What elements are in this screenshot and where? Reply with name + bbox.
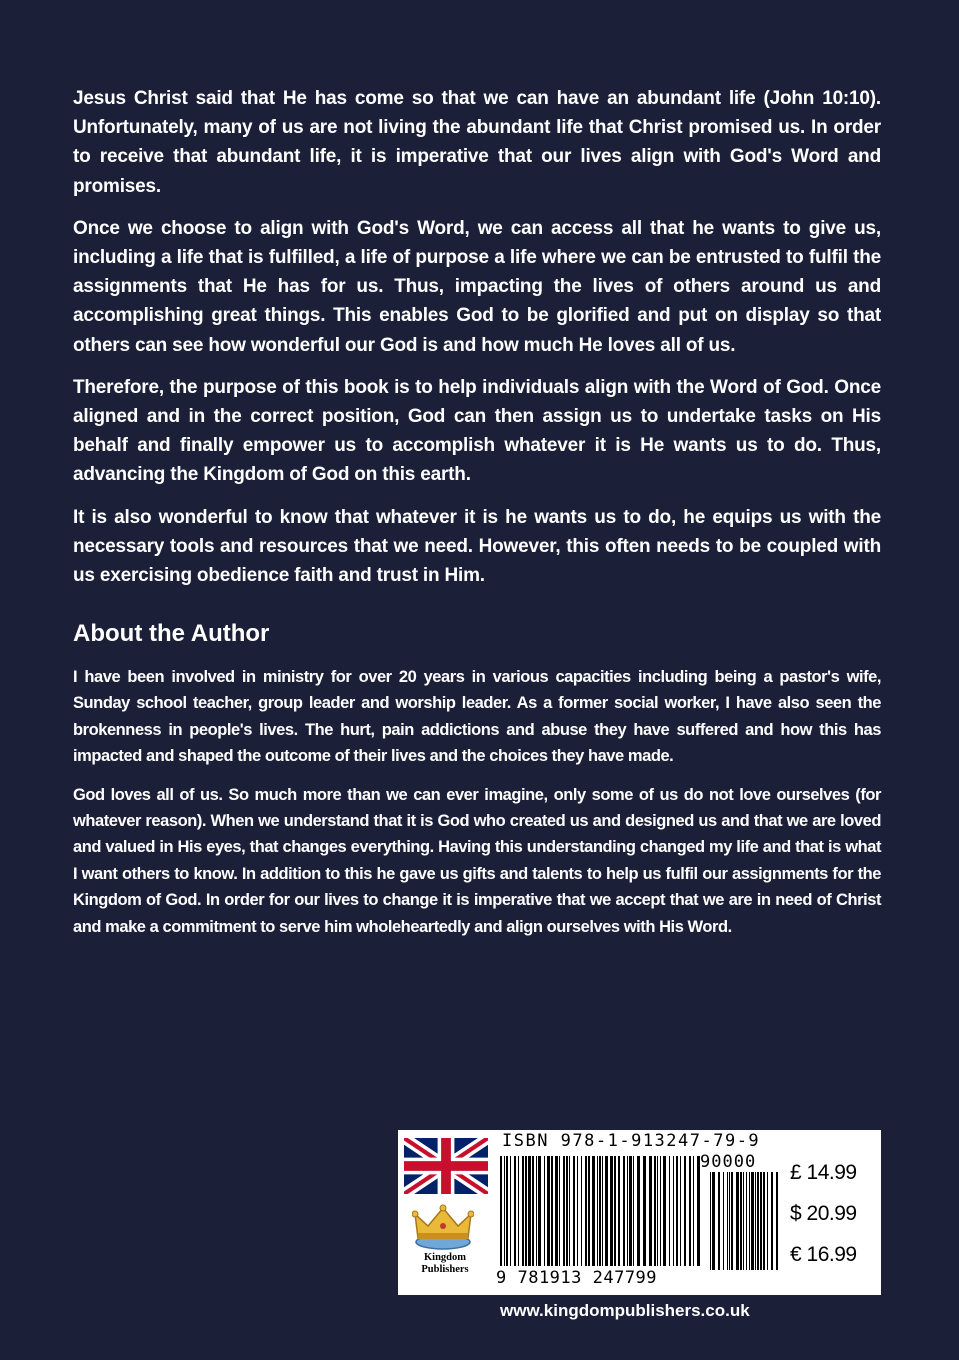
crown-logo-icon: [412, 1204, 474, 1250]
blurb-paragraph-2: Once we choose to align with God's Word, we can access all that he wants to give us, including a life that is fulfilled, a life of purpose a life where we can be entrusted to fulfil the assignments that He has for us. Thus, impacting the lives of others around us and accomplishing great things. This enables God to be glorified and put on display so that others can see how wonderful our God is and how much He loves all of us.: [73, 217, 881, 356]
about-author-heading: About the Author: [73, 620, 270, 647]
blurb-paragraph-1: Jesus Christ said that He has come so that we can have an abundant life (John 10:10). Unfortunately, many of us are not living the abundant life that Christ promised us. In order to receive that abundant life, it is imperative that our lives align with God's Word and promises.: [73, 88, 881, 197]
back-cover-blurb: [73, 84, 881, 603]
price-usd: $ 20.99: [790, 1202, 857, 1225]
about-author-section: [73, 664, 881, 952]
publisher-website: www.kingdompublishers.co.uk: [500, 1301, 750, 1320]
barcode-bars: [498, 1156, 780, 1270]
publisher-name: Kingdom Publishers: [421, 1252, 469, 1275]
isbn-text: ISBN 978-1-913247-79-9: [502, 1131, 761, 1151]
union-jack-flag-icon: [404, 1138, 488, 1194]
about-paragraph-1: I have been involved in ministry for over 20 years in various capacities including being a pastor's wife, Sunday school teacher, group leader and worship leader. As a former social worker, I have also seen the brokenness in people's lives. The hurt, pain addictions and abuse they have suffered and how this has impacted and shaped the outcome of their lives and the choices they have made.: [73, 668, 881, 766]
price-list: [790, 1152, 878, 1275]
blurb-paragraph-3: Therefore, the purpose of this book is to help individuals align with the Word of God. Once aligned and in the correct position, God can then assign us to undertake tasks on His behalf and finally empower us to accomplish whatever it is He wants us to do. Thus, advancing the Kingdom of God on this earth.: [73, 376, 881, 486]
about-paragraph-2: God loves all of us. So much more than we can ever imagine, only some of us do not love ourselves (for whatever reason). When we understand that it is God who created us and designed us and that we are loved and valued in His eyes, that changes everything. Having this understanding changed my life and that is what I want others to know. In addition to this he gave us gifts and talents to help us fulfil our assignments for the Kingdom of God. In order for our lives to change it is imperative that we accept that we are in need of Christ and make a commitment to serve him wholeheartedly and align ourselves with His Word.: [73, 785, 881, 936]
ean-digits: 9 781913 247799: [496, 1268, 658, 1288]
price-gbp: £ 14.99: [790, 1161, 857, 1184]
blurb-paragraph-4: It is also wonderful to know that whatever it is he wants us to do, he equips us with the necessary tools and resources that we need. However, this often needs to be coupled with us exercising obedience faith and trust in Him.: [73, 506, 881, 587]
price-eur: € 16.99: [790, 1243, 857, 1266]
barcode-addon-text: 90000: [700, 1152, 757, 1172]
barcode-panel: [398, 1130, 881, 1295]
